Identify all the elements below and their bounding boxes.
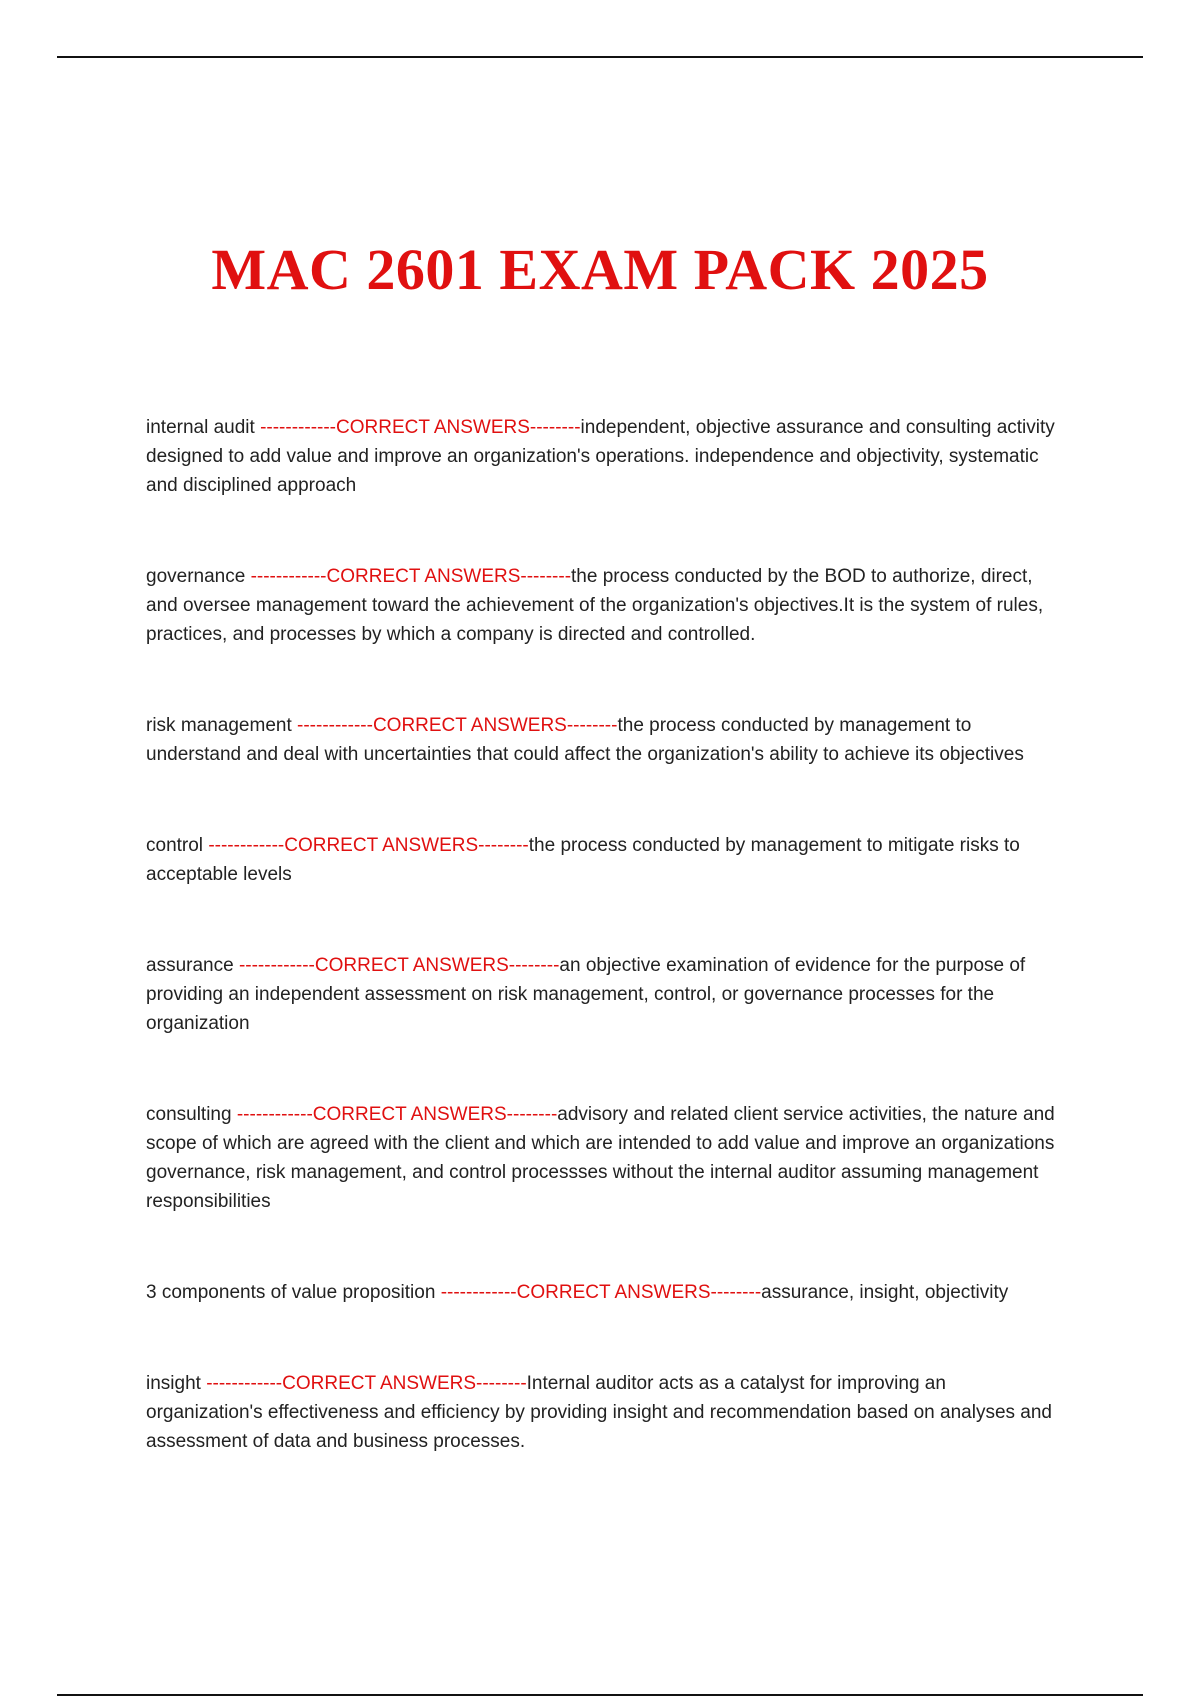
term: 3 components of value proposition bbox=[146, 1282, 436, 1303]
qa-entry-assurance bbox=[146, 951, 1061, 1038]
qa-entry-consulting bbox=[146, 1100, 1061, 1216]
correct-answers-separator: ------------CORRECT ANSWERS-------- bbox=[236, 1104, 558, 1125]
correct-answers-separator: ------------CORRECT ANSWERS-------- bbox=[297, 715, 618, 736]
definition: the process conducted by management to understand and deal with uncertainties that could affect the organization's ability to achieve its objectives bbox=[146, 715, 1024, 765]
term: governance bbox=[146, 566, 246, 587]
definition: the process conducted by management to mitigate risks to acceptable levels bbox=[146, 835, 1020, 885]
correct-answers-separator: ------------CORRECT ANSWERS-------- bbox=[208, 835, 529, 856]
term: insight bbox=[146, 1373, 201, 1394]
correct-answers-separator: ------------CORRECT ANSWERS-------- bbox=[440, 1282, 762, 1303]
definition: Internal auditor acts as a catalyst for improving an organization's effectiveness and efficiency by providing insight and recommendation based on analyses and assessment of data and business processes. bbox=[146, 1373, 1052, 1452]
definition: the process conducted by the BOD to authorize, direct, and oversee management toward the achievement of the organization's objectives.It is the system of rules, practices, and processes by which a company is directed and controlled. bbox=[146, 566, 1044, 645]
qa-list bbox=[146, 413, 1061, 1456]
definition: an objective examination of evidence for the purpose of providing an independent assessment on risk management, control, or governance processes for the organization bbox=[146, 955, 1026, 1034]
definition: assurance, insight, objectivity bbox=[761, 1282, 1009, 1303]
bottom-rule bbox=[57, 1694, 1143, 1696]
term: internal audit bbox=[146, 417, 255, 438]
correct-answers-separator: ------------CORRECT ANSWERS-------- bbox=[260, 417, 581, 438]
qa-entry-value-proposition bbox=[146, 1278, 1061, 1307]
term: risk management bbox=[146, 715, 292, 736]
correct-answers-separator: ------------CORRECT ANSWERS-------- bbox=[250, 566, 572, 587]
correct-answers-separator: ------------CORRECT ANSWERS-------- bbox=[206, 1373, 527, 1394]
qa-entry-insight bbox=[146, 1369, 1061, 1456]
term: control bbox=[146, 835, 204, 856]
term: consulting bbox=[146, 1104, 232, 1125]
definition: independent, objective assurance and consulting activity designed to add value and improve an organization's operations. independence and objectivity, systematic and disciplined approach bbox=[146, 417, 1055, 496]
qa-entry-governance bbox=[146, 562, 1061, 649]
qa-entry-risk-management bbox=[146, 711, 1061, 769]
qa-entry-internal-audit bbox=[146, 413, 1061, 500]
qa-entry-control bbox=[146, 831, 1061, 889]
term: assurance bbox=[146, 955, 234, 976]
correct-answers-separator: ------------CORRECT ANSWERS-------- bbox=[238, 955, 560, 976]
document-title: MAC 2601 EXAM PACK 2025 bbox=[211, 237, 989, 302]
top-rule bbox=[57, 56, 1143, 58]
definition: advisory and related client service activities, the nature and scope of which are agreed with the client and which are intended to add value and improve an organizations governance, risk management, and control processses without the internal auditor assuming management responsibilities bbox=[146, 1104, 1055, 1212]
